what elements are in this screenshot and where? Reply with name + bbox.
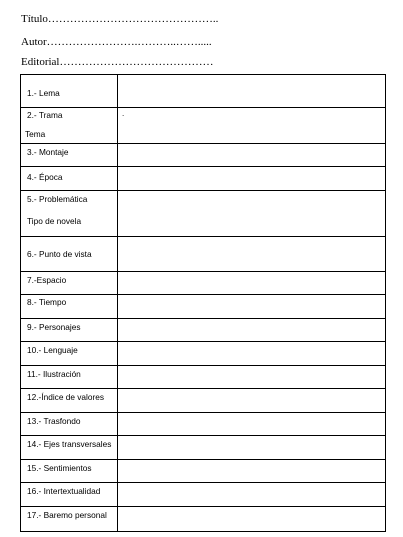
row-label: 11.- Ilustración xyxy=(27,369,81,379)
row-label-cell xyxy=(21,237,118,272)
table-row xyxy=(21,483,386,507)
row-label-cell xyxy=(21,460,118,483)
row-label: 9.- Personajes xyxy=(27,322,81,332)
table-row xyxy=(21,366,386,389)
table-row xyxy=(21,167,386,191)
row-label-cell xyxy=(21,295,118,319)
publisher-line: Editorial…………………………………… xyxy=(21,56,214,68)
table-row xyxy=(21,108,386,144)
row-label-cell xyxy=(21,389,118,413)
table-row xyxy=(21,191,386,237)
row-label-cell xyxy=(21,483,118,507)
row-label-cell xyxy=(21,319,118,342)
row-value-cell xyxy=(118,272,386,295)
row-value-cell xyxy=(118,483,386,507)
row-label: 5.- Problemática xyxy=(27,194,88,204)
row-label-cell xyxy=(21,366,118,389)
book-analysis-table xyxy=(20,74,386,532)
table-row xyxy=(21,413,386,436)
row-label: 12.-Índice de valores xyxy=(27,392,105,402)
table-row xyxy=(21,319,386,342)
row-label-cell xyxy=(21,272,118,295)
table-row xyxy=(21,460,386,483)
row-value-cell xyxy=(118,144,386,167)
table-row xyxy=(21,507,386,532)
row-value-cell xyxy=(118,319,386,342)
row-value-cell xyxy=(118,389,386,413)
row-value-cell xyxy=(118,460,386,483)
table-row xyxy=(21,389,386,413)
author-line: Autor…………………….………..……..... xyxy=(21,36,212,48)
row-value-cell xyxy=(118,191,386,237)
table-row xyxy=(21,272,386,295)
row-label: 1.- Lema xyxy=(27,88,60,98)
row-value-cell xyxy=(118,108,386,144)
row-label: 16.- Intertextualidad xyxy=(27,486,101,496)
row-label-cell xyxy=(21,75,118,108)
row-label: 8.- Tiempo xyxy=(27,297,67,307)
row-label: 10.- Lenguaje xyxy=(27,345,78,355)
row-value-cell xyxy=(118,507,386,532)
row-value-cell xyxy=(118,237,386,272)
row-label-cell xyxy=(21,108,118,144)
row-value-cell xyxy=(118,75,386,108)
row-label: 3.- Montaje xyxy=(27,147,69,157)
row-label: 7.-Espacio xyxy=(27,275,67,285)
row-label-cell xyxy=(21,167,118,191)
row-label-cell xyxy=(21,413,118,436)
table-row xyxy=(21,436,386,460)
table-row xyxy=(21,342,386,366)
row-value-cell xyxy=(118,366,386,389)
row-label: 15.- Sentimientos xyxy=(27,463,92,473)
table-row xyxy=(21,144,386,167)
row-value-cell xyxy=(118,167,386,191)
table-row xyxy=(21,237,386,272)
row-label-cell xyxy=(21,144,118,167)
row-value-cell xyxy=(118,295,386,319)
row-label: 6.- Punto de vista xyxy=(27,249,92,259)
row-label: 14.- Ejes transversales xyxy=(27,439,112,449)
row-label: 4.- Época xyxy=(27,172,63,182)
row-sublabel: Tema xyxy=(25,129,46,139)
row-value-cell xyxy=(118,413,386,436)
title-line: Título……………………………………….. xyxy=(21,13,219,25)
table-row xyxy=(21,295,386,319)
row-label-cell xyxy=(21,191,118,237)
row-value-cell xyxy=(118,436,386,460)
row-label: 17.- Baremo personal xyxy=(27,510,107,520)
row-label: 13.- Trasfondo xyxy=(27,416,81,426)
row-sublabel: Tipo de novela xyxy=(27,216,82,226)
row-label-cell xyxy=(21,436,118,460)
row-value-cell xyxy=(118,342,386,366)
row-label: 2.- Trama xyxy=(27,110,63,120)
table-row xyxy=(21,75,386,108)
row-label-cell xyxy=(21,507,118,532)
row-value: . xyxy=(122,109,125,118)
row-label-cell xyxy=(21,342,118,366)
